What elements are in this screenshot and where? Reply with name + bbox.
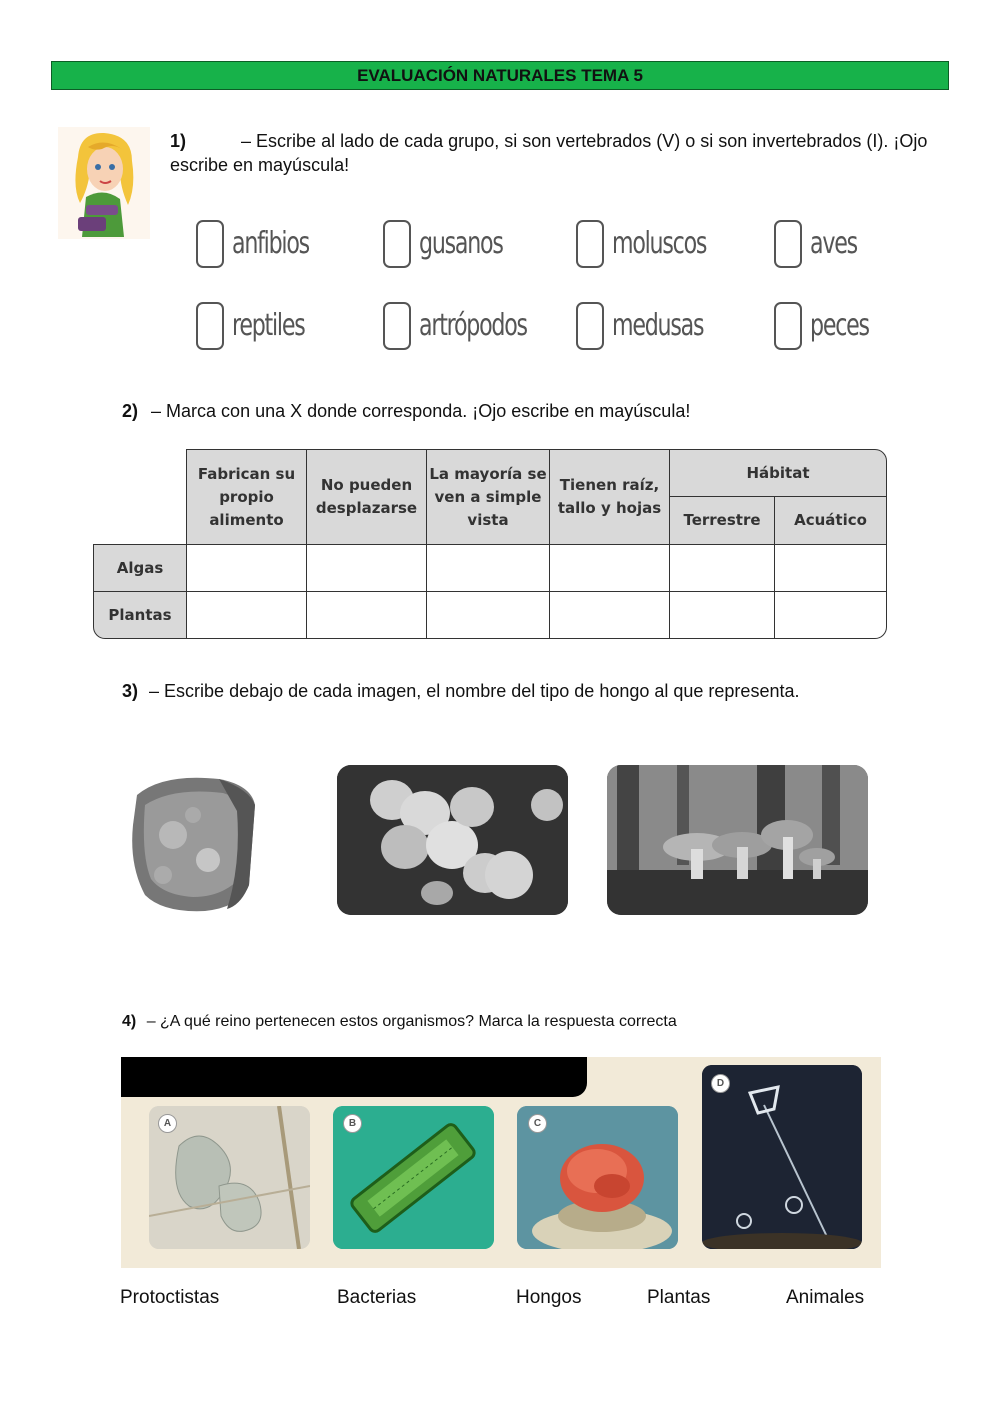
group-label: peces	[810, 308, 869, 343]
answer-cell[interactable]	[186, 544, 307, 592]
redaction-bar	[121, 1057, 587, 1097]
answer-cell[interactable]	[774, 591, 887, 639]
answer-box[interactable]	[576, 220, 604, 268]
option-plantas[interactable]: Plantas	[647, 1287, 711, 1308]
table-header: Tienen raíz, tallo y hojas	[549, 449, 670, 545]
girl-illustration	[58, 127, 150, 239]
habitat-header: Hábitat	[669, 449, 887, 497]
table-header: Acuático	[774, 496, 887, 545]
q4-question	[122, 1011, 982, 1033]
group-label: medusas	[612, 308, 704, 343]
q2-text: – Marca con una X donde corresponda. ¡Ojo escribe en mayúscula!	[151, 401, 691, 421]
q1-number: 1)	[170, 131, 187, 151]
q4-text: – ¿A qué reino pertenecen estos organismos? Marca la respuesta correcta	[146, 1013, 677, 1030]
badge-c: C	[528, 1114, 547, 1133]
group-label: moluscos	[612, 226, 707, 261]
option-bacterias[interactable]: Bacterias	[337, 1287, 417, 1308]
answer-cell[interactable]	[549, 591, 670, 639]
answer-box[interactable]	[576, 302, 604, 350]
option-hongos[interactable]: Hongos	[516, 1287, 582, 1308]
answer-cell[interactable]	[549, 544, 670, 592]
group-label: artrópodos	[419, 308, 527, 343]
q3-text: – Escribe debajo de cada imagen, el nombre del tipo de hongo al que representa.	[149, 681, 800, 701]
q2-number: 2)	[122, 401, 139, 421]
group-label: gusanos	[419, 226, 503, 261]
option-protoctistas[interactable]: Protoctistas	[120, 1287, 220, 1308]
organism-d-image	[702, 1065, 862, 1249]
q1-text: – Escribe al lado de cada grupo, si son vertebrados (V) o si son invertebrados (I). ¡Ojo escribe en mayúscula!	[170, 131, 928, 175]
q3-number: 3)	[122, 681, 139, 701]
classification-table	[93, 449, 887, 639]
page-title: EVALUACIÓN NATURALES TEMA 5	[51, 61, 949, 90]
answer-cell[interactable]	[669, 591, 775, 639]
group-label: anfibios	[232, 226, 309, 261]
answer-cell[interactable]	[306, 591, 427, 639]
answer-cell[interactable]	[306, 544, 427, 592]
answer-cell[interactable]	[669, 544, 775, 592]
table-header: Terrestre	[669, 496, 775, 545]
group-label: aves	[810, 226, 857, 261]
answer-box[interactable]	[383, 302, 411, 350]
mushrooms-image	[607, 765, 868, 915]
moldy-bread-image	[123, 765, 263, 915]
badge-a: A	[158, 1114, 177, 1133]
table-header: Fabrican su propio alimento	[186, 449, 307, 545]
badge-d: D	[711, 1074, 730, 1093]
answer-cell[interactable]	[426, 591, 550, 639]
yeast-cells-image	[337, 765, 568, 915]
q3-question	[122, 679, 982, 703]
answer-cell[interactable]	[774, 544, 887, 592]
group-label: reptiles	[232, 308, 305, 343]
badge-b: B	[343, 1114, 362, 1133]
q1-question	[170, 129, 950, 177]
table-header: No pueden desplazarse	[306, 449, 427, 545]
row-label: Plantas	[93, 591, 187, 639]
answer-box[interactable]	[383, 220, 411, 268]
answer-cell[interactable]	[426, 544, 550, 592]
option-animales[interactable]: Animales	[786, 1287, 865, 1308]
answer-box[interactable]	[774, 302, 802, 350]
q2-question	[122, 399, 942, 423]
answer-box[interactable]	[196, 220, 224, 268]
row-label: Algas	[93, 544, 187, 592]
answer-box[interactable]	[196, 302, 224, 350]
q4-number: 4)	[122, 1013, 137, 1030]
table-header: La mayoría se ven a simple vista	[426, 449, 550, 545]
answer-box[interactable]	[774, 220, 802, 268]
answer-cell[interactable]	[186, 591, 307, 639]
